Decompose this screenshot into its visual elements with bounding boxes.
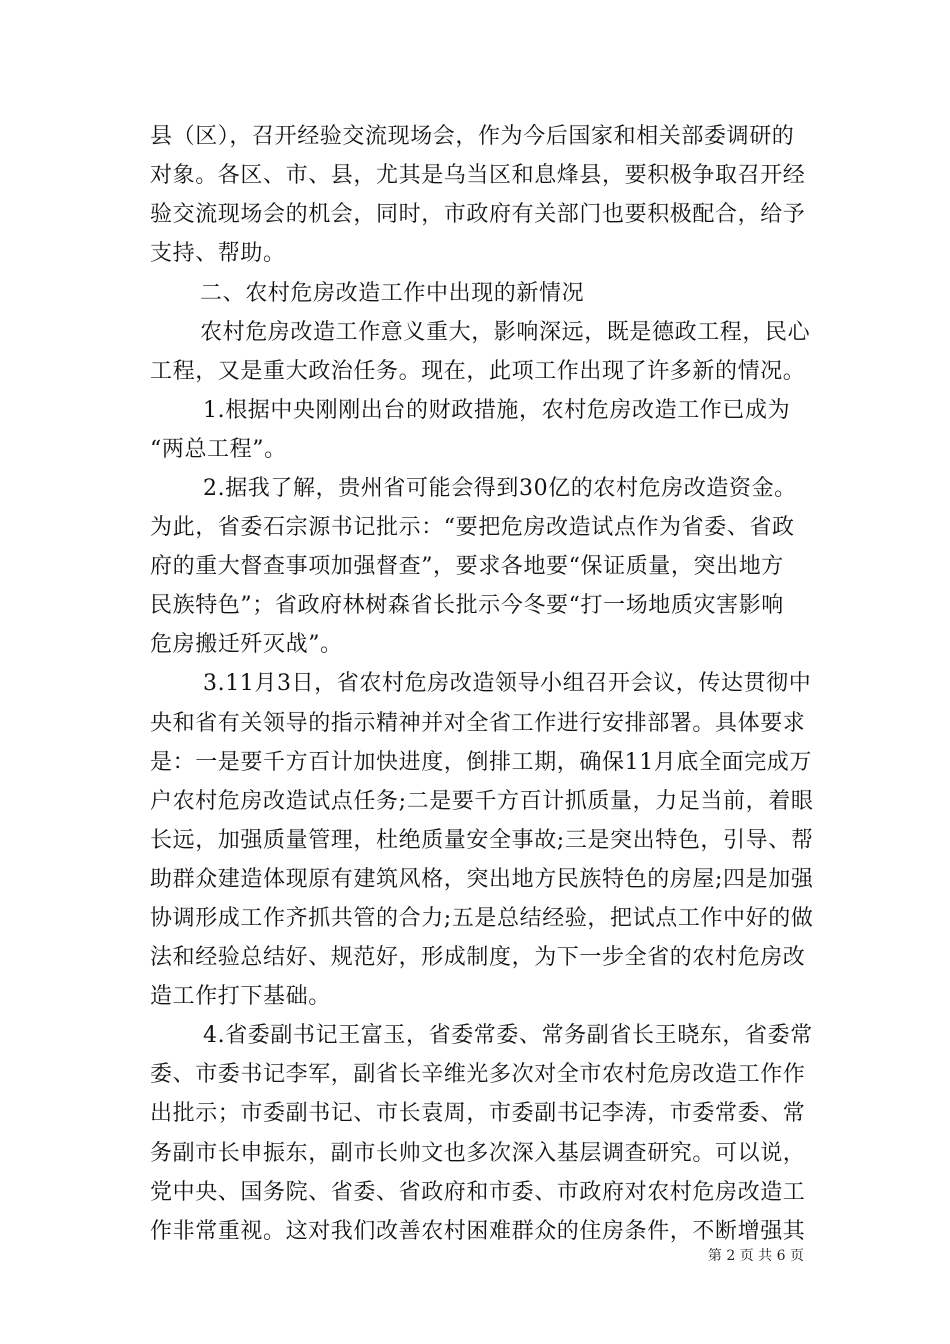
body-text-line: 府的重大督查事项加强督查”，要求各地要“保证质量，突出地方 (150, 554, 784, 579)
body-text-line: 务副市长申振东，副市长帅文也多次深入基层调查研究。可以说， (150, 1141, 806, 1166)
body-text-line: 危房搬迁歼灭战”。 (150, 632, 343, 657)
body-text-line: 工程，又是重大政治任务。现在，此项工作出现了许多新的情况。 (150, 359, 806, 384)
body-text-line: 法和经验总结好、规范好，形成制度，为下一步全省的农村危房改 (150, 945, 806, 970)
body-text-line: 出批示；市委副书记、市长袁周，市委副书记李涛，市委常委、常 (150, 1101, 806, 1126)
section-heading: 二、农村危房改造工作中出现的新情况 (200, 281, 585, 306)
body-text-line: 县（区），召开经验交流现场会，作为今后国家和相关部委调研的 (150, 124, 795, 149)
body-text-line: “两总工程”。 (150, 437, 287, 462)
body-text-line: 协调形成工作齐抓共管的合力;五是总结经验，把试点工作中好的做 (150, 906, 814, 931)
body-text-line: 对象。各区、市、县，尤其是乌当区和息烽县，要积极争取召开经 (150, 163, 806, 188)
body-text-line: 助群众建造体现原有建筑风格，突出地方民族特色的房屋;四是加强 (150, 867, 814, 892)
list-item-text: 1.根据中央刚刚出台的财政措施，农村危房改造工作已成为 (203, 398, 791, 423)
body-text-line: 支持、帮助。 (150, 241, 286, 266)
page-number-footer: 第 2 页 共 6 页 (707, 1248, 804, 1264)
body-text-line: 民族特色”；省政府林树森省长批示今冬要“打一场地质灾害影响 (150, 593, 784, 618)
body-text-line: 是：一是要千方百计加快进度，倒排工期，确保11月底全面完成万 (150, 750, 812, 775)
body-text-line: 验交流现场会的机会，同时，市政府有关部门也要积极配合，给予 (150, 202, 806, 227)
body-text-line: 央和省有关领导的指示精神并对全省工作进行安排部署。具体要求 (150, 711, 806, 736)
body-text-line: 为此，省委石宗源书记批示：“要把危房改造试点作为省委、省政 (150, 515, 795, 540)
body-text-line: 农村危房改造工作意义重大，影响深远，既是德政工程，民心 (200, 320, 811, 345)
body-text-line: 作非常重视。这对我们改善农村困难群众的住房条件，不断增强其 (150, 1219, 806, 1244)
list-item-text: 2.据我了解，贵州省可能会得到30亿的农村危房改造资金。 (203, 476, 797, 501)
body-text-line: 长远，加强质量管理，杜绝质量安全事故;三是突出特色，引导、帮 (150, 828, 814, 853)
list-item-text: 3.11月3日，省农村危房改造领导小组召开会议，传达贯彻中 (203, 671, 812, 696)
body-text-line: 造工作打下基础。 (150, 984, 331, 1009)
list-item-text: 4.省委副书记王富玉，省委常委、常务副省长王晓东，省委常 (203, 1023, 813, 1048)
body-text-line: 委、市委书记李军，副省长辛维光多次对全市农村危房改造工作作 (150, 1062, 806, 1087)
body-text-line: 党中央、国务院、省委、省政府和市委、市政府对农村危房改造工 (150, 1180, 806, 1205)
body-text-line: 户农村危房改造试点任务;二是要千方百计抓质量，力足当前，着眼 (150, 789, 814, 814)
